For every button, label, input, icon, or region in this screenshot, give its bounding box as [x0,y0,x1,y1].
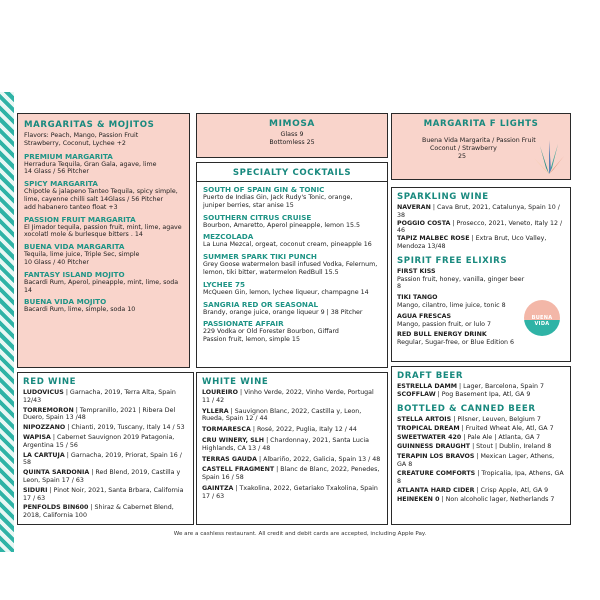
list-item: YLLERA | Sauvignon Blanc, 2022, Castilla y, Leon, Rueda, Spain 12 / 44 [202,407,362,423]
menu-item-name: LYCHEE 75 [203,279,246,289]
flavors-text: Flavors: Peach, Mango, Passion Fruit Strawberry, Coconut, Lychee +2 [24,132,139,147]
menu-item-desc: Brandy, orange juice, orange liqueur 9 | 38 Pitcher [203,308,363,316]
list-item: LUDOVICUS | Garnacha, 2019, Terra Alta, Spain 12/43 [23,389,176,404]
list-item: CASTELL FRAGMENT | Blanc de Blanc, 2022, Penedes, Spain 16 / 58 [202,466,380,482]
menu-item-name: PASSIONATE AFFAIR [203,319,284,329]
list-item: CREATURE COMFORTS | Tropicalia, Ipa, Athens, GA 8 [397,469,564,485]
list-item: PENFOLDS BIN600 | Shiraz & Cabernet Blend, 2018, California 100 [23,504,174,520]
list-item: TERRAS GAUDA | Albariño, 2022, Galicia, Spain 13 / 48 [202,455,381,463]
menu-item-name: BUENA VIDA MARGARITA [24,242,125,252]
menu-item-desc: Bourbon, Amaretto, Aperol pineapple, lemon 15.5 [203,221,360,229]
list-item: SWEETWATER 420 | Pale Ale | Atlanta, GA 7 [397,434,541,442]
bottled-list [397,416,565,504]
list-item: NAVERAN | Cava Brut, 2021, Catalunya, Spain 10 / 38 [397,204,560,219]
list-item: GAINTZA | Txakolina, 2022, Getariako Txakolina, Spain 17 / 63 [202,484,378,500]
menu-item-name: FANTASY ISLAND MOJITO [24,269,125,279]
section-title: MIMOSA [269,119,315,129]
flights-desc: Buena Vida Margarita / Passion Fruit Coconut / Strawberry 25 [422,137,536,160]
list-item: TORREMORON | Tempranillo, 2021 | Ribera Del Duero, Spain 13 /48 [23,406,176,422]
list-item: TROPICAL DREAM | Fruited Wheat Ale, Atl, GA 7 [397,424,554,432]
section-title: MARGARITAS & MOJITOS [24,120,155,130]
white-wine-list [202,389,382,501]
list-item: NIPOZZANO | Chianti, 2019, Tuscany, Italy 14 / 53 [23,424,185,432]
menu-item-name: MEZCOLADA [203,232,254,242]
menu-item-desc: Bacardi Rum, lime, simple, soda 10 [24,306,136,314]
menu-item-desc: La Luna Mezcal, orgeat, coconut cream, pineapple 16 [203,241,372,249]
footer-note: We are a cashless restaurant. All credit and debit cards are accepted, including Apple Pay. [173,531,427,537]
section-title: DRAFT BEER [397,371,464,381]
section-title: RED WINE [23,377,77,387]
menu-item-name: SOUTHERN CITRUS CRUISE [203,212,312,222]
list-item: TAPIZ MALBEC ROSE | Extra Brut, Uco Valley, Mendoza 13/48 [397,235,547,250]
menu-item-desc: El Jimador tequila, passion fruit, mint, lime, agave xocolatl mole & burlesque bitters . 14 [24,223,182,239]
section-title: MARGARITA F LIGHTS [423,119,539,129]
list-item: SIDURI | Pinot Noir, 2021, Santa Brbara, California 17 / 63 [23,486,184,502]
list-item: POGGIO COSTA | Prosecco, 2021, Veneto, Italy 12 / 46 [397,219,563,235]
list-item: LOUREIRO | Vinho Verde, 2022, Vinho Verde, Portugal 11 / 42 [202,389,374,404]
menu-item-desc: McQueen Gin, lemon, lychee liqueur, champagne 14 [203,288,369,296]
list-item: QUINTA SARDONIA | Red Blend, 2019, Castilla y Leon, Spain 17 / 63 [23,469,181,484]
margaritas-section [17,113,190,368]
menu-item-name: SPICY MARGARITA [24,179,98,189]
buena-vida-logo: BUENA VIDA [524,300,560,336]
list-item: ATLANTA HARD CIDER | Crisp Apple, Atl, GA 9 [397,486,549,494]
list-item: WAPISA | Cabernet Sauvignon 2019 Patagonia, Argentina 15 / 56 [23,433,175,449]
section-title: SPARKLING WINE [397,192,489,202]
sparkling-list [397,204,565,251]
list-item: GUINNESS DRAUGHT | Stout | Dublin, Ireland 8 [397,443,552,451]
menu-item-name: SUMMER SPARK TIKI PUNCH [203,252,317,262]
list-item: ESTRELLA DAMM | Lager, Barcelona, Spain 7 [397,383,544,390]
list-item: SCOFFLAW | Pog Basement Ipa, Atl, GA 9 [397,390,531,398]
list-item: LA CARTUJA | Garnacha, 2019, Priorat, Spain 16 / 58 [23,451,182,467]
menu-item-name: BUENA VIDA MOJITO [24,297,107,307]
section-title: WHITE WINE [202,377,269,387]
red-wine-list [23,389,188,520]
menu-item-desc: Grey Goose watermelon basil infused Vodka, Felernum, lemon, tiki bitter, watermelon RedBull 15.5 [203,261,378,276]
menu-item-desc: 229 Vodka or Old Forester Bourbon, Giffard Passion fruit, lemon, simple 15 [203,328,339,344]
section-title: BOTTLED & CANNED BEER [397,403,536,414]
decorative-stripe [0,92,14,552]
section-title: SPECIALTY COCKTAILS [232,168,352,178]
cocktails-section [196,162,388,368]
beer-section [391,366,571,525]
list-item: STELLA ARTOIS | Pilsner, Leuven, Belgium 7 [397,415,541,423]
menu-item-desc: Puerto de Indias Gin, Jack Rudy's Tonic, orange, juniper berries, star anise 15 [203,194,353,209]
list-item: CRU WINERY, SLH | Chardonnay, 2021, Santa Lucia Highlands, CA 13 / 48 [202,436,369,452]
menu-item-name: PASSION FRUIT MARGARITA [24,214,136,224]
list-item: TORMARESCA | Rosé, 2022, Puglia, Italy 12 / 44 [202,426,357,434]
red-wine-section [17,372,194,525]
mimosa-prices: Glass 9 Bottomless 25 [269,131,315,146]
menu-item-name: SOUTH OF SPAIN GIN & TONIC [203,185,325,194]
elixirs-list: FIRST KISS Passion fruit, honey, vanilla, ginger beer 8 TIKI TANGO Mango, cilantro, lime juice, tonic 8 AGUA FRESCAS Mango, passion fruit, or lulo 7 RED BULL ENERGY DRINK Regular, Sugar-free, or Blue Edition 6 [397,267,525,347]
list-item: HEINEKEN 0 | Non alcoholic lager, Netherlands 7 [397,496,555,504]
agave-plant-icon [532,138,566,176]
menu-item-desc: Herradura Tequila, Gran Gala, agave, lime 14 Glass / 56 Pitcher [24,160,157,176]
list-item: TERAPIN LOS BRAVOS | Mexican Lager, Athens, GA 8 [397,452,555,468]
menu-item-desc: Tequila, lime juice, Triple Sec, simple 10 Glass / 40 Pitcher [24,251,140,266]
menu-item-desc: Chipotle & jalapeno Tanteo Tequila, spicy simple, lime, cayenne chilli salt 14Glass / 56 Pitcher add habanero tanteo float +3 [24,188,178,211]
section-title: SPIRIT FREE ELIXIRS [397,255,508,266]
draft-list [397,383,565,399]
flights-section [391,113,571,180]
sparkling-elixirs-section [391,187,571,362]
mimosa-section [196,113,388,158]
white-wine-section [196,372,388,525]
menu-item-desc: Bacardi Rum, Aperol, pineapple, mint, lime, soda 14 [24,278,179,294]
menu-item-name: PREMIUM MARGARITA [24,151,113,161]
menu-item-name: SANGRIA RED OR SEASONAL [203,299,319,309]
